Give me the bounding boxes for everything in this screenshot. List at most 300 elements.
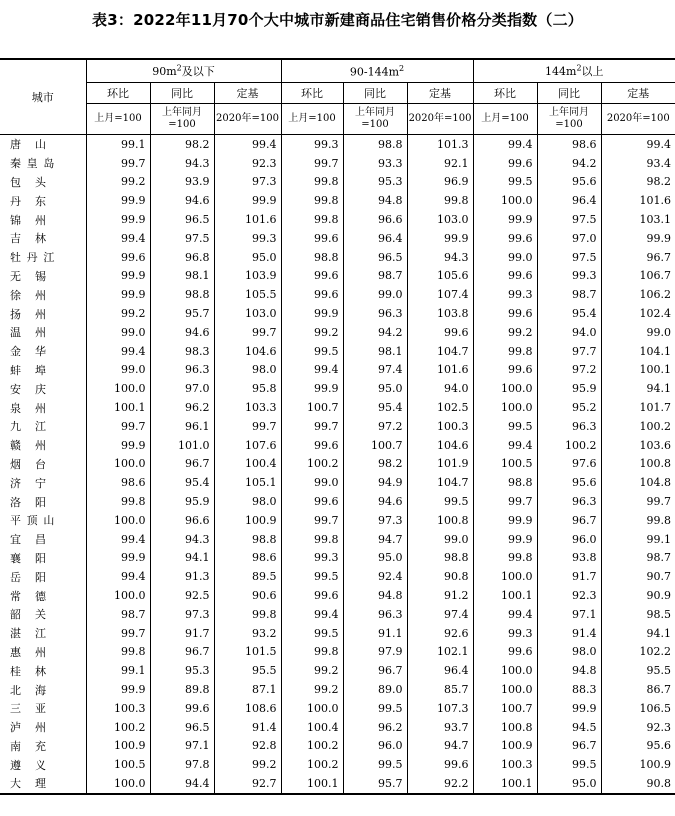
index-value: 101.6 [214, 210, 281, 229]
index-value: 97.8 [150, 755, 214, 774]
sub-header: 定基 [407, 83, 473, 104]
index-value: 99.1 [86, 661, 150, 680]
index-value: 93.9 [150, 173, 214, 192]
table-row [0, 248, 675, 267]
index-value: 99.9 [281, 379, 343, 398]
index-value: 90.8 [601, 774, 675, 794]
index-value: 105.5 [214, 285, 281, 304]
city-name [0, 473, 86, 492]
index-value: 99.9 [86, 549, 150, 568]
index-value: 96.0 [537, 530, 601, 549]
city-label: 唐 山 [10, 138, 46, 152]
index-value: 96.3 [343, 605, 407, 624]
index-value: 86.7 [601, 680, 675, 699]
index-value: 99.8 [281, 210, 343, 229]
index-value: 92.2 [407, 774, 473, 794]
index-value: 95.0 [214, 248, 281, 267]
index-value: 99.6 [473, 643, 537, 662]
index-value: 100.1 [473, 586, 537, 605]
table-row [0, 624, 675, 643]
index-value: 99.9 [601, 229, 675, 248]
city-label: 赣 州 [10, 439, 46, 453]
index-value: 99.8 [601, 511, 675, 530]
index-value: 102.2 [601, 643, 675, 662]
index-value: 99.6 [473, 229, 537, 248]
table-row [0, 718, 675, 737]
city-label: 烟 台 [10, 457, 46, 471]
city-name [0, 191, 86, 210]
group-header-medium: $90-144m^2$ [281, 59, 473, 83]
index-value: 100.2 [281, 737, 343, 756]
index-value: 100.7 [281, 398, 343, 417]
city-label: 牡 丹 江 [10, 251, 55, 265]
table-row [0, 549, 675, 568]
index-value: 101.5 [214, 643, 281, 662]
city-name [0, 624, 86, 643]
index-value: 99.7 [86, 417, 150, 436]
city-label: 泸 州 [10, 721, 46, 735]
index-value: 99.8 [214, 605, 281, 624]
index-value: 100.0 [473, 567, 537, 586]
city-name [0, 643, 86, 662]
index-value: 97.3 [150, 605, 214, 624]
index-value: 94.7 [343, 530, 407, 549]
index-value: 99.1 [86, 135, 150, 154]
city-label: 洛 阳 [10, 495, 46, 509]
index-value: 99.8 [281, 530, 343, 549]
city-name [0, 323, 86, 342]
index-value: 101.6 [601, 191, 675, 210]
table-row [0, 285, 675, 304]
city-name [0, 605, 86, 624]
index-value: 98.6 [214, 549, 281, 568]
index-value: 99.4 [473, 436, 537, 455]
index-value: 98.3 [150, 342, 214, 361]
index-value: 100.0 [86, 774, 150, 794]
index-value: 99.6 [281, 267, 343, 286]
index-value: 98.8 [473, 473, 537, 492]
index-value: 94.0 [537, 323, 601, 342]
index-value: 99.4 [86, 229, 150, 248]
city-name [0, 511, 86, 530]
index-value: 89.0 [343, 680, 407, 699]
index-value: 99.6 [473, 267, 537, 286]
index-value: 99.0 [407, 530, 473, 549]
index-value: 104.1 [601, 342, 675, 361]
index-value: 99.7 [601, 492, 675, 511]
index-value: 99.6 [473, 304, 537, 323]
index-value: 95.4 [150, 473, 214, 492]
index-value: 99.6 [281, 436, 343, 455]
city-name [0, 718, 86, 737]
index-value: 99.2 [281, 323, 343, 342]
index-value: 94.6 [343, 492, 407, 511]
index-value: 99.0 [281, 473, 343, 492]
city-label: 金 华 [10, 345, 46, 359]
table-row [0, 586, 675, 605]
index-value: 99.0 [601, 323, 675, 342]
index-value: 99.4 [473, 135, 537, 154]
index-value: 98.8 [343, 135, 407, 154]
index-value: 94.9 [343, 473, 407, 492]
table-row [0, 323, 675, 342]
index-value: 100.0 [473, 661, 537, 680]
index-value: 99.9 [281, 304, 343, 323]
index-value: 85.7 [407, 680, 473, 699]
table-title: 表3：2022年11月70个大中城市新建商品住宅销售价格分类指数（二） [92, 11, 583, 29]
index-value: 99.9 [86, 267, 150, 286]
index-value: 99.9 [537, 699, 601, 718]
index-value: 100.3 [473, 755, 537, 774]
index-value: 103.0 [214, 304, 281, 323]
table-row [0, 737, 675, 756]
index-value: 90.6 [214, 586, 281, 605]
city-label: 三 亚 [10, 702, 46, 716]
sub-header: 环比 [86, 83, 150, 104]
index-value: 97.2 [343, 417, 407, 436]
base-header: 2020年=100 [214, 104, 281, 135]
index-value: 94.8 [343, 586, 407, 605]
index-value: 106.5 [601, 699, 675, 718]
index-value: 99.8 [473, 549, 537, 568]
index-value: 99.3 [473, 285, 537, 304]
index-value: 99.8 [473, 342, 537, 361]
city-name [0, 210, 86, 229]
table-row [0, 455, 675, 474]
index-value: 102.5 [407, 398, 473, 417]
index-value: 97.5 [150, 229, 214, 248]
index-value: 100.0 [473, 398, 537, 417]
index-value: 99.7 [86, 154, 150, 173]
index-value: 99.9 [407, 229, 473, 248]
index-value: 99.9 [86, 210, 150, 229]
index-value: 99.4 [281, 361, 343, 380]
index-value: 99.7 [473, 492, 537, 511]
index-value: 99.9 [473, 210, 537, 229]
index-value: 108.6 [214, 699, 281, 718]
index-value: 106.2 [601, 285, 675, 304]
index-value: 99.0 [473, 248, 537, 267]
index-value: 95.4 [537, 304, 601, 323]
index-value: 97.1 [537, 605, 601, 624]
city-label: 常 德 [10, 589, 46, 603]
index-value: 99.6 [281, 285, 343, 304]
index-value: 96.5 [150, 718, 214, 737]
base-header: 上年同月=100 [537, 104, 601, 135]
city-label: 惠 州 [10, 645, 46, 659]
index-value: 104.7 [407, 342, 473, 361]
index-value: 99.5 [281, 567, 343, 586]
index-value: 99.4 [473, 605, 537, 624]
sub-header: 环比 [281, 83, 343, 104]
city-name [0, 285, 86, 304]
index-value: 99.6 [281, 586, 343, 605]
index-value: 100.4 [214, 455, 281, 474]
city-name [0, 586, 86, 605]
index-value: 99.6 [281, 492, 343, 511]
index-value: 98.8 [281, 248, 343, 267]
sub-header: 同比 [537, 83, 601, 104]
index-value: 97.5 [537, 248, 601, 267]
city-name [0, 304, 86, 323]
index-value: 95.7 [150, 304, 214, 323]
index-value: 99.2 [214, 755, 281, 774]
table-row [0, 605, 675, 624]
table-row [0, 342, 675, 361]
index-value: 93.8 [537, 549, 601, 568]
index-value: 91.7 [150, 624, 214, 643]
city-name [0, 248, 86, 267]
index-value: 89.5 [214, 567, 281, 586]
index-value: 95.5 [214, 661, 281, 680]
table-row [0, 379, 675, 398]
city-name [0, 342, 86, 361]
index-value: 96.7 [150, 643, 214, 662]
table-row [0, 643, 675, 662]
city-label: 徐 州 [10, 288, 46, 302]
city-label: 九 江 [10, 420, 46, 434]
base-header: 上月=100 [281, 104, 343, 135]
index-value: 98.8 [407, 549, 473, 568]
index-value: 98.7 [86, 605, 150, 624]
index-value: 96.4 [537, 191, 601, 210]
index-value: 99.5 [537, 755, 601, 774]
index-value: 99.8 [281, 173, 343, 192]
index-value: 95.3 [150, 661, 214, 680]
index-value: 99.6 [150, 699, 214, 718]
index-value: 99.6 [407, 323, 473, 342]
index-value: 99.9 [473, 511, 537, 530]
city-name [0, 530, 86, 549]
city-name [0, 549, 86, 568]
index-value: 91.3 [150, 567, 214, 586]
index-value: 100.9 [601, 755, 675, 774]
index-value: 91.4 [214, 718, 281, 737]
index-value: 90.7 [601, 567, 675, 586]
index-value: 99.4 [214, 135, 281, 154]
index-value: 98.7 [537, 285, 601, 304]
city-label: 湛 江 [10, 627, 46, 641]
index-value: 107.4 [407, 285, 473, 304]
index-value: 95.6 [537, 173, 601, 192]
city-label: 吉 林 [10, 232, 46, 246]
price-index-table [0, 58, 675, 795]
index-value: 105.1 [214, 473, 281, 492]
index-value: 100.2 [601, 417, 675, 436]
index-value: 98.7 [343, 267, 407, 286]
index-value: 100.8 [407, 511, 473, 530]
city-name [0, 361, 86, 380]
city-name [0, 755, 86, 774]
index-value: 94.2 [537, 154, 601, 173]
index-value: 99.6 [407, 755, 473, 774]
index-value: 96.5 [150, 210, 214, 229]
index-value: 99.8 [407, 191, 473, 210]
index-value: 94.5 [537, 718, 601, 737]
index-value: 98.8 [150, 285, 214, 304]
index-value: 97.0 [537, 229, 601, 248]
index-value: 92.3 [537, 586, 601, 605]
index-value: 99.4 [281, 605, 343, 624]
index-value: 99.2 [86, 173, 150, 192]
index-value: 99.3 [473, 624, 537, 643]
index-value: 96.8 [150, 248, 214, 267]
index-value: 99.0 [86, 323, 150, 342]
index-value: 101.3 [407, 135, 473, 154]
city-label: 温 州 [10, 326, 46, 340]
index-value: 95.4 [343, 398, 407, 417]
city-label: 大 理 [10, 777, 46, 791]
city-label: 济 宁 [10, 476, 46, 490]
index-value: 98.7 [601, 549, 675, 568]
index-value: 99.2 [281, 661, 343, 680]
index-value: 97.3 [214, 173, 281, 192]
index-value: 95.0 [343, 549, 407, 568]
city-label: 遵 义 [10, 758, 46, 772]
city-label: 安 庆 [10, 382, 46, 396]
index-value: 94.1 [601, 379, 675, 398]
index-value: 99.7 [281, 154, 343, 173]
index-value: 95.8 [214, 379, 281, 398]
index-value: 99.7 [281, 511, 343, 530]
index-value: 98.0 [214, 492, 281, 511]
index-value: 94.3 [407, 248, 473, 267]
index-value: 100.0 [86, 379, 150, 398]
index-value: 95.2 [537, 398, 601, 417]
index-value: 92.3 [601, 718, 675, 737]
city-label: 宜 昌 [10, 533, 46, 547]
index-value: 99.5 [473, 173, 537, 192]
index-value: 96.0 [343, 737, 407, 756]
index-value: 100.0 [473, 191, 537, 210]
city-label: 锦 州 [10, 213, 46, 227]
index-value: 99.9 [86, 191, 150, 210]
table-row [0, 755, 675, 774]
index-value: 100.5 [86, 755, 150, 774]
table-row [0, 154, 675, 173]
index-value: 97.3 [343, 511, 407, 530]
index-value: 100.9 [86, 737, 150, 756]
index-value: 104.7 [407, 473, 473, 492]
index-value: 93.2 [214, 624, 281, 643]
table-row [0, 304, 675, 323]
index-value: 103.6 [601, 436, 675, 455]
index-value: 94.3 [150, 530, 214, 549]
index-value: 100.3 [407, 417, 473, 436]
index-value: 99.0 [86, 361, 150, 380]
index-value: 100.8 [601, 455, 675, 474]
index-value: 99.2 [473, 323, 537, 342]
index-value: 95.5 [601, 661, 675, 680]
city-name [0, 173, 86, 192]
city-name [0, 699, 86, 718]
index-value: 92.1 [407, 154, 473, 173]
index-value: 101.9 [407, 455, 473, 474]
index-value: 99.2 [86, 304, 150, 323]
table-row [0, 436, 675, 455]
index-value: 106.7 [601, 267, 675, 286]
table-row [0, 210, 675, 229]
index-value: 96.7 [537, 511, 601, 530]
table-row [0, 774, 675, 794]
city-label: 扬 州 [10, 307, 46, 321]
city-name [0, 154, 86, 173]
index-value: 96.7 [537, 737, 601, 756]
index-value: 99.8 [281, 643, 343, 662]
table-row [0, 661, 675, 680]
city-label: 襄 阳 [10, 551, 46, 565]
index-value: 99.6 [281, 229, 343, 248]
table-row [0, 417, 675, 436]
index-value: 88.3 [537, 680, 601, 699]
index-value: 98.5 [601, 605, 675, 624]
index-value: 96.4 [407, 661, 473, 680]
index-value: 100.2 [281, 455, 343, 474]
index-value: 96.2 [343, 718, 407, 737]
index-value: 99.9 [473, 530, 537, 549]
index-value: 94.6 [150, 323, 214, 342]
city-name [0, 737, 86, 756]
index-value: 95.9 [537, 379, 601, 398]
index-value: 103.8 [407, 304, 473, 323]
city-label: 北 海 [10, 683, 46, 697]
index-value: 98.8 [214, 530, 281, 549]
index-value: 99.4 [86, 342, 150, 361]
table-header [0, 59, 675, 135]
index-value: 96.9 [407, 173, 473, 192]
index-value: 96.6 [150, 511, 214, 530]
index-value: 100.2 [86, 718, 150, 737]
index-value: 99.5 [281, 342, 343, 361]
index-value: 100.0 [86, 455, 150, 474]
index-value: 98.0 [537, 643, 601, 662]
index-value: 99.6 [86, 248, 150, 267]
index-value: 96.7 [343, 661, 407, 680]
index-value: 96.3 [537, 492, 601, 511]
city-name [0, 680, 86, 699]
city-label: 秦 皇 岛 [10, 157, 55, 171]
index-value: 103.0 [407, 210, 473, 229]
index-value: 99.3 [214, 229, 281, 248]
table-row [0, 680, 675, 699]
table-row [0, 473, 675, 492]
index-value: 91.1 [343, 624, 407, 643]
index-value: 100.1 [473, 774, 537, 794]
index-value: 100.0 [281, 699, 343, 718]
index-value: 95.3 [343, 173, 407, 192]
index-value: 98.0 [214, 361, 281, 380]
index-value: 97.6 [537, 455, 601, 474]
index-value: 93.3 [343, 154, 407, 173]
index-value: 101.0 [150, 436, 214, 455]
sub-header: 同比 [343, 83, 407, 104]
index-value: 99.4 [601, 135, 675, 154]
index-value: 98.1 [150, 267, 214, 286]
index-value: 100.0 [86, 586, 150, 605]
index-value: 92.6 [407, 624, 473, 643]
index-value: 93.4 [601, 154, 675, 173]
table-row [0, 191, 675, 210]
index-value: 95.6 [601, 737, 675, 756]
city-name [0, 661, 86, 680]
city-name [0, 398, 86, 417]
city-name [0, 135, 86, 154]
city-name [0, 567, 86, 586]
index-value: 91.7 [537, 567, 601, 586]
index-value: 100.1 [601, 361, 675, 380]
sub-header: 定基 [601, 83, 675, 104]
index-value: 99.6 [473, 361, 537, 380]
